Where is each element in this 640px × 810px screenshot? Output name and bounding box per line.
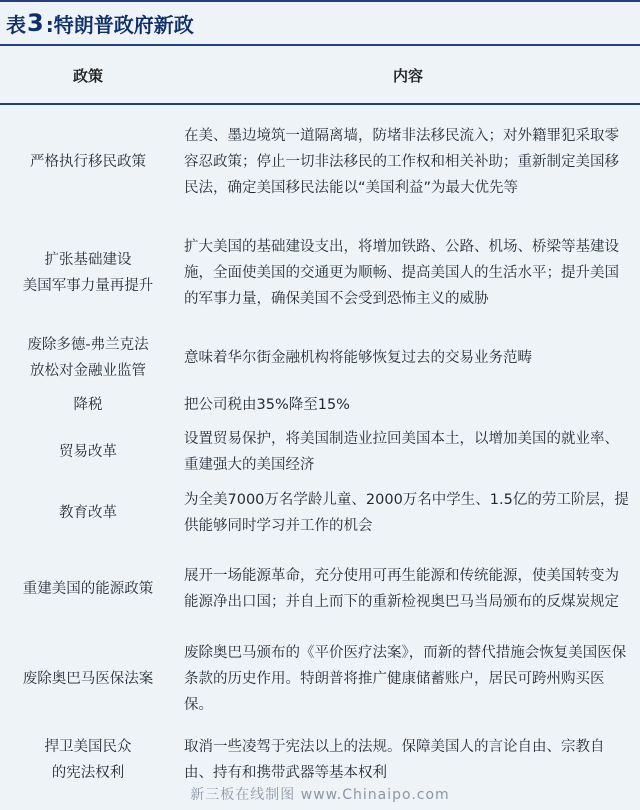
policy-cell: [0, 422, 176, 482]
table-body: [0, 104, 640, 796]
title-text: :特朗普政府新政: [45, 12, 194, 37]
policy-line: 严格执行移民政策: [30, 153, 146, 170]
policy-line: 降税: [73, 397, 103, 413]
policy-cell: [0, 218, 176, 328]
header-policy: 政策: [0, 48, 176, 104]
table-row: [0, 328, 640, 388]
policy-line: 的宪法权利: [51, 765, 125, 781]
table-title: [0, 0, 640, 46]
policy-line: 贸易改革: [59, 444, 117, 460]
header-content: 内容: [176, 48, 640, 104]
policy-line: 放松对金融业监管: [30, 363, 146, 379]
content-cell: 设置贸易保护，将美国制造业拉回美国本土，以增加美国的就业率、重建强大的美国经济: [176, 422, 640, 482]
policy-line: 教育改革: [59, 505, 117, 521]
table-row: [0, 388, 640, 422]
image-credit: 新三板在线制图 www.Chinaipo.com: [190, 787, 450, 803]
table-row: [0, 104, 640, 218]
table-row: [0, 218, 640, 328]
content-cell: 取消一些凌驾于宪法以上的法规。保障美国人的言论自由、宗教自由、持有和携带武器等基本权利: [176, 724, 640, 796]
table-row: [0, 634, 640, 724]
table-row: [0, 544, 640, 634]
content-cell: 意味着华尔街金融机构将能够恢复过去的交易业务范畴: [176, 328, 640, 388]
content-cell: 为全美7000万名学龄儿童、2000万名中学生、1.5亿的劳工阶层，提供能够同时学习并工作的机会: [176, 482, 640, 544]
policy-cell: [0, 388, 176, 422]
policy-cell: [0, 104, 176, 218]
content-cell: 展开一场能源革命，充分使用可再生能源和传统能源，使美国转变为能源净出口国；并自上而下的重新检视奥巴马当局颁布的反煤炭规定: [176, 544, 640, 634]
policy-line: 捍卫美国民众: [44, 739, 132, 755]
title-prefix: 表: [6, 12, 26, 37]
policy-line: 废除奥巴马医保法案: [22, 671, 154, 687]
policy-table: [0, 48, 640, 796]
content-cell: 废除奥巴马颁布的《平价医疗法案》，而新的替代措施会恢复美国医保条款的历史作用。特朗普将推广健康储蓄账户，居民可跨州购买医保。: [176, 634, 640, 724]
title-number: 3: [27, 9, 44, 37]
policy-cell: [0, 328, 176, 388]
policy-line: 重建美国的能源政策: [22, 581, 154, 597]
policy-cell: [0, 482, 176, 544]
policy-line: 废除多德-弗兰克法: [27, 337, 149, 353]
content-cell: 在美、墨边境筑一道隔离墙，防堵非法移民流入；对外籍罪犯采取零容忍政策；停止一切非法移民的工作权和相关补助；重新制定美国移民法，确定美国移民法能以“美国利益”为最大优先等: [176, 104, 640, 218]
table-row: [0, 422, 640, 482]
table-row: [0, 482, 640, 544]
table-header-row: [0, 48, 640, 104]
content-cell: 扩大美国的基础建设支出，将增加铁路、公路、机场、桥梁等基建设施，全面使美国的交通更为顺畅、提高美国人的生活水平；提升美国的军事力量，确保美国不会受到恐怖主义的威胁: [176, 218, 640, 328]
policy-line: 美国军事力量再提升: [22, 278, 154, 294]
policy-cell: [0, 544, 176, 634]
policy-cell: [0, 634, 176, 724]
policy-line: 扩张基础建设: [44, 252, 132, 268]
content-cell: 把公司税由35%降至15%: [176, 388, 640, 422]
